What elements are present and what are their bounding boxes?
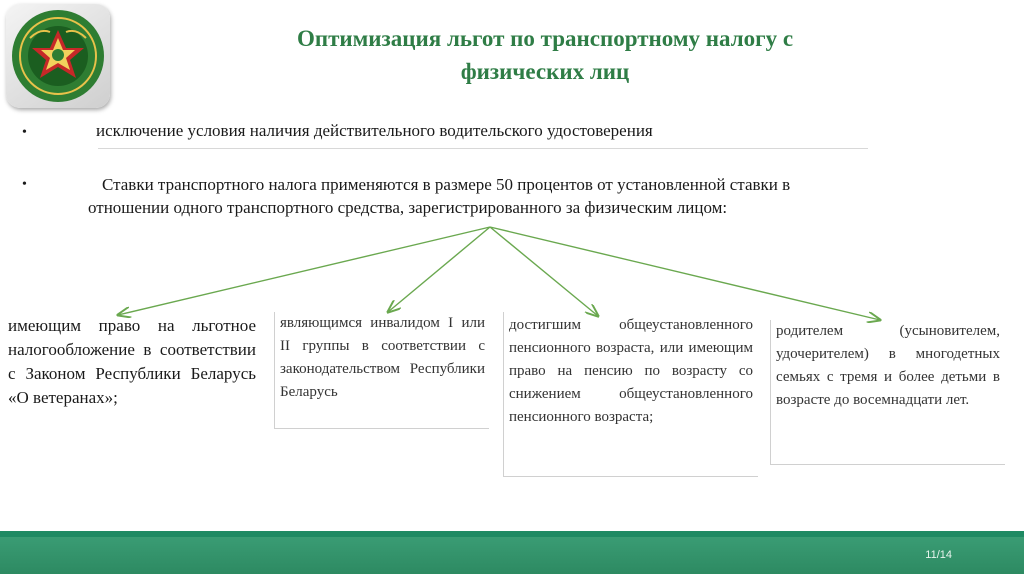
bullet-text-2-line-2: отношении одного транспортного средства, зарегистрированного за физическим лицом: (88, 198, 728, 217)
bullet-text-1: исключение условия наличия действительного водительского удостоверения (96, 121, 653, 140)
page-number: 11/14 (925, 549, 952, 561)
beneficiary-box-pensioners: достигшим общеустановленного пенсионного возраста, или имеющим право на пенсию по возрасту со снижением общеустановленного пенсионного возраста; (509, 317, 753, 425)
bullet-marker-1: • (22, 125, 27, 140)
arrow-to-box-1 (118, 227, 490, 315)
arrow-to-box-4 (490, 227, 880, 320)
page-title-line-1: Оптимизация льгот по транспортному налогу с (296, 26, 794, 51)
page-title-line-2: физических лиц (460, 59, 630, 84)
beneficiary-box-large-families: родителем (усыновителем, удочерителем) в многодетных семьях с тремя и более детьми в возрасте до восемнадцати лет. (776, 323, 1000, 408)
footer-bar (0, 537, 1024, 574)
beneficiary-box-veterans: имеющим право на льготное налогообложение в соответствии с Законом Республики Беларусь «О ветеранах»; (8, 316, 256, 407)
bullet-marker-2: • (22, 177, 27, 192)
beneficiary-box-disabled: являющимся инвалидом I или II группы в соответствии с законодательством Республики Беларусь (280, 315, 485, 400)
bullet-text-2-line-1: Ставки транспортного налога применяются в размере 50 процентов от установленной ставки в (102, 175, 791, 194)
